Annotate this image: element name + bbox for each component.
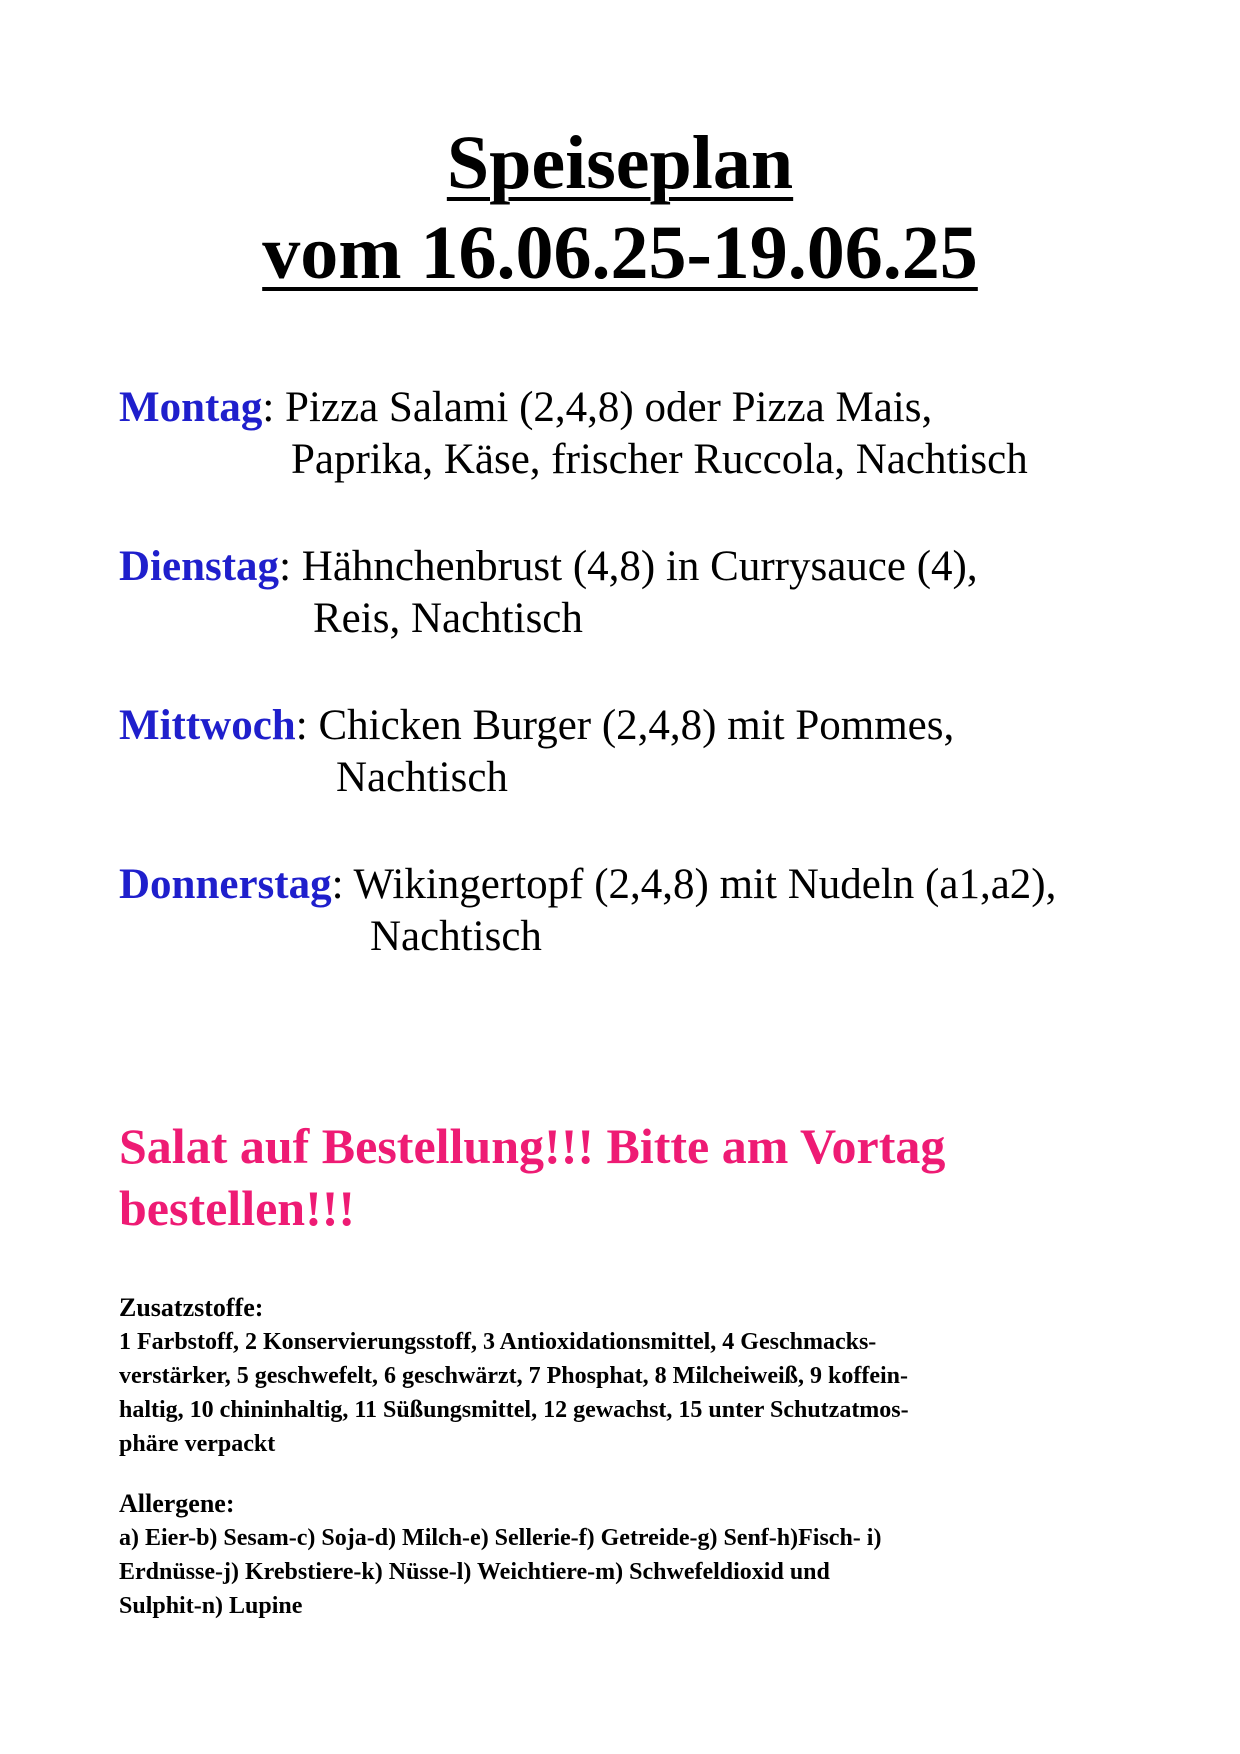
notice-line-1: Salat auf Bestellung!!! Bitte am Vortag xyxy=(119,1118,946,1174)
notice-line-2: bestellen!!! xyxy=(119,1180,356,1236)
dish-line-2: Reis, Nachtisch xyxy=(313,595,583,642)
dish-line-2: Nachtisch xyxy=(336,754,508,801)
day-colon: : xyxy=(279,543,292,590)
additives-section xyxy=(119,1291,1119,1461)
dish-line-1: Hähnchenbrust (4,8) in Currysauce (4), xyxy=(301,543,978,590)
allergens-section xyxy=(119,1487,1119,1623)
menu-day-donnerstag xyxy=(119,859,1179,963)
dish-line-2: Paprika, Käse, frischer Ruccola, Nachtisch xyxy=(291,436,1028,483)
allergens-line: Sulphit-n) Lupine xyxy=(119,1593,303,1619)
day-colon: : xyxy=(295,702,308,749)
allergens-line: a) Eier-b) Sesam-c) Soja-d) Milch-e) Sellerie-f) Getreide-g) Senf-h)Fisch- i) xyxy=(119,1525,882,1551)
page-subtitle-date-range: vom 16.06.25-19.06.25 xyxy=(262,211,978,295)
additives-line: phäre verpackt xyxy=(119,1431,276,1457)
dish-line-1: Pizza Salami (2,4,8) oder Pizza Mais, xyxy=(285,384,933,431)
page-title: Speiseplan xyxy=(446,121,794,205)
additives-line: verstärker, 5 geschwefelt, 6 geschwärzt, 7 Phosphat, 8 Milcheiweiß, 9 koffein- xyxy=(119,1363,908,1389)
menu-day-montag xyxy=(119,382,1179,486)
day-name: Mittwoch xyxy=(119,702,296,749)
day-name: Dienstag xyxy=(119,543,280,590)
dish-line-2: Nachtisch xyxy=(370,913,542,960)
allergens-heading: Allergene: xyxy=(119,1489,235,1518)
menu-day-mittwoch xyxy=(119,700,1179,804)
additives-line: 1 Farbstoff, 2 Konservierungsstoff, 3 Antioxidationsmittel, 4 Geschmacks- xyxy=(119,1329,877,1355)
salad-order-notice xyxy=(119,1115,1119,1239)
additives-line: haltig, 10 chininhaltig, 11 Süßungsmittel, 12 gewachst, 15 unter Schutzatmos- xyxy=(119,1397,909,1423)
menu-day-dienstag xyxy=(119,541,1179,645)
day-name: Montag xyxy=(119,384,263,431)
dish-line-1: Chicken Burger (2,4,8) mit Pommes, xyxy=(318,702,955,749)
day-colon: : xyxy=(331,861,344,908)
additives-heading: Zusatzstoffe: xyxy=(119,1293,264,1322)
allergens-line: Erdnüsse-j) Krebstiere-k) Nüsse-l) Weichtiere-m) Schwefeldioxid und xyxy=(119,1559,830,1585)
dish-line-1: Wikingertopf (2,4,8) mit Nudeln (a1,a2), xyxy=(353,861,1057,908)
day-name: Donnerstag xyxy=(119,861,332,908)
day-colon: : xyxy=(262,384,275,431)
